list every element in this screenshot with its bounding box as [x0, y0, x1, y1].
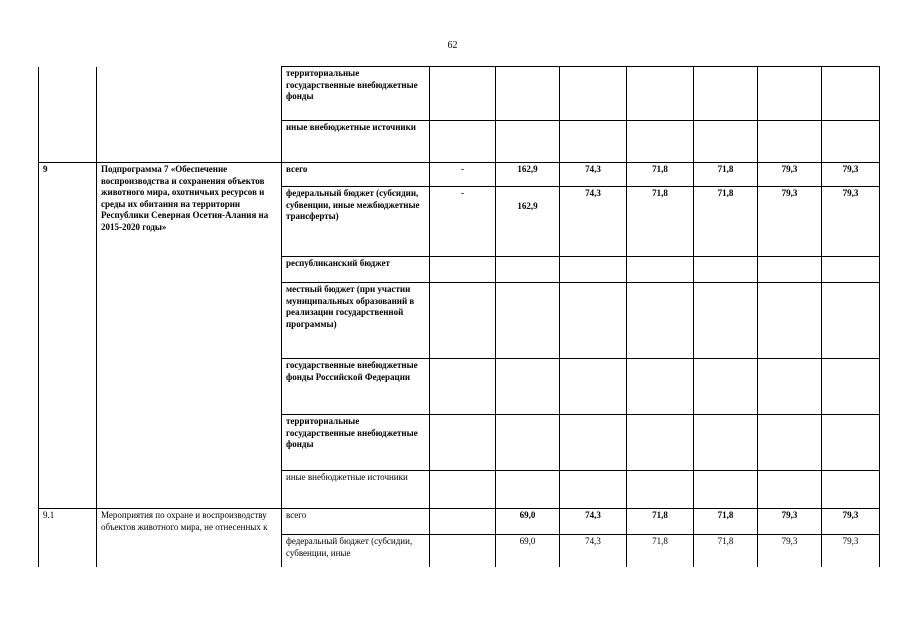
value-cell: 79,3	[822, 509, 880, 535]
value-cell: 71,8	[627, 535, 694, 567]
funding-source-cell: всего	[282, 509, 430, 535]
funding-source-cell: республиканский бюджет	[282, 257, 430, 283]
value-cell: 71,8	[627, 509, 694, 535]
table-row	[39, 67, 880, 121]
funding-source-cell: иные внебюджетные источники	[282, 121, 430, 163]
funding-source-cell: территориальные государственные внебюджетные фонды	[282, 415, 430, 471]
value-cell: 71,8	[694, 535, 758, 567]
table-row	[39, 509, 880, 535]
value-cell: 79,3	[758, 535, 822, 567]
row-number-cell: 9.1	[39, 509, 97, 567]
funding-source-cell: местный бюджет (при участии муниципальных образований в реализации государственной программы)	[282, 283, 430, 359]
table-row	[39, 163, 880, 187]
value-cell: 162,9	[496, 163, 560, 187]
value-cell: 74,3	[560, 509, 627, 535]
value-cell: 74,3	[560, 535, 627, 567]
funding-source-cell: всего	[282, 163, 430, 187]
value-cell: 71,8	[694, 187, 758, 257]
subprogram-title-cell: Подпрограмма 7 «Обеспечение воспроизводства и сохранения объектов животного мира, охотничьих ресурсов и среды их обитания на территории Республики Северная Осетия-Алания на 2015-2020 годы»	[97, 163, 282, 509]
funding-source-cell: государственные внебюджетные фонды Российской Федерации	[282, 359, 430, 415]
value-cell: 71,8	[627, 187, 694, 257]
value-cell: 79,3	[822, 535, 880, 567]
value-cell: 79,3	[758, 187, 822, 257]
value-cell: 74,3	[560, 163, 627, 187]
value-cell: 79,3	[758, 163, 822, 187]
value-cell: 71,8	[627, 163, 694, 187]
value-cell: 79,3	[758, 509, 822, 535]
value-cell: 71,8	[694, 163, 758, 187]
budget-table	[38, 66, 880, 567]
funding-source-cell: федеральный бюджет (субсидии, субвенции, иные	[282, 535, 430, 567]
row-number-cell: 9	[39, 163, 97, 509]
measure-title-cell: Мероприятия по охране и воспроизводству объектов животного мира, не отнесенных к	[97, 509, 282, 567]
funding-source-cell: федеральный бюджет (субсидии, субвенции, иные межбюджетные трансферты)	[282, 187, 430, 257]
value-cell: 69,0	[496, 535, 560, 567]
value-cell: 69,0	[496, 509, 560, 535]
value-cell: 71,8	[694, 509, 758, 535]
value-cell: 79,3	[822, 187, 880, 257]
value-cell: 74,3	[560, 187, 627, 257]
row-title-cell	[97, 67, 282, 163]
funding-source-cell: территориальные государственные внебюджетные фонды	[282, 67, 430, 121]
dash-cell: -	[430, 187, 496, 257]
funding-source-cell: иные внебюджетные источники	[282, 471, 430, 509]
dash-cell: -	[430, 163, 496, 187]
page-number: 62	[447, 40, 458, 51]
value-cell: 79,3	[822, 163, 880, 187]
row-number-cell	[39, 67, 97, 163]
value-cell: 162,9	[496, 187, 560, 257]
